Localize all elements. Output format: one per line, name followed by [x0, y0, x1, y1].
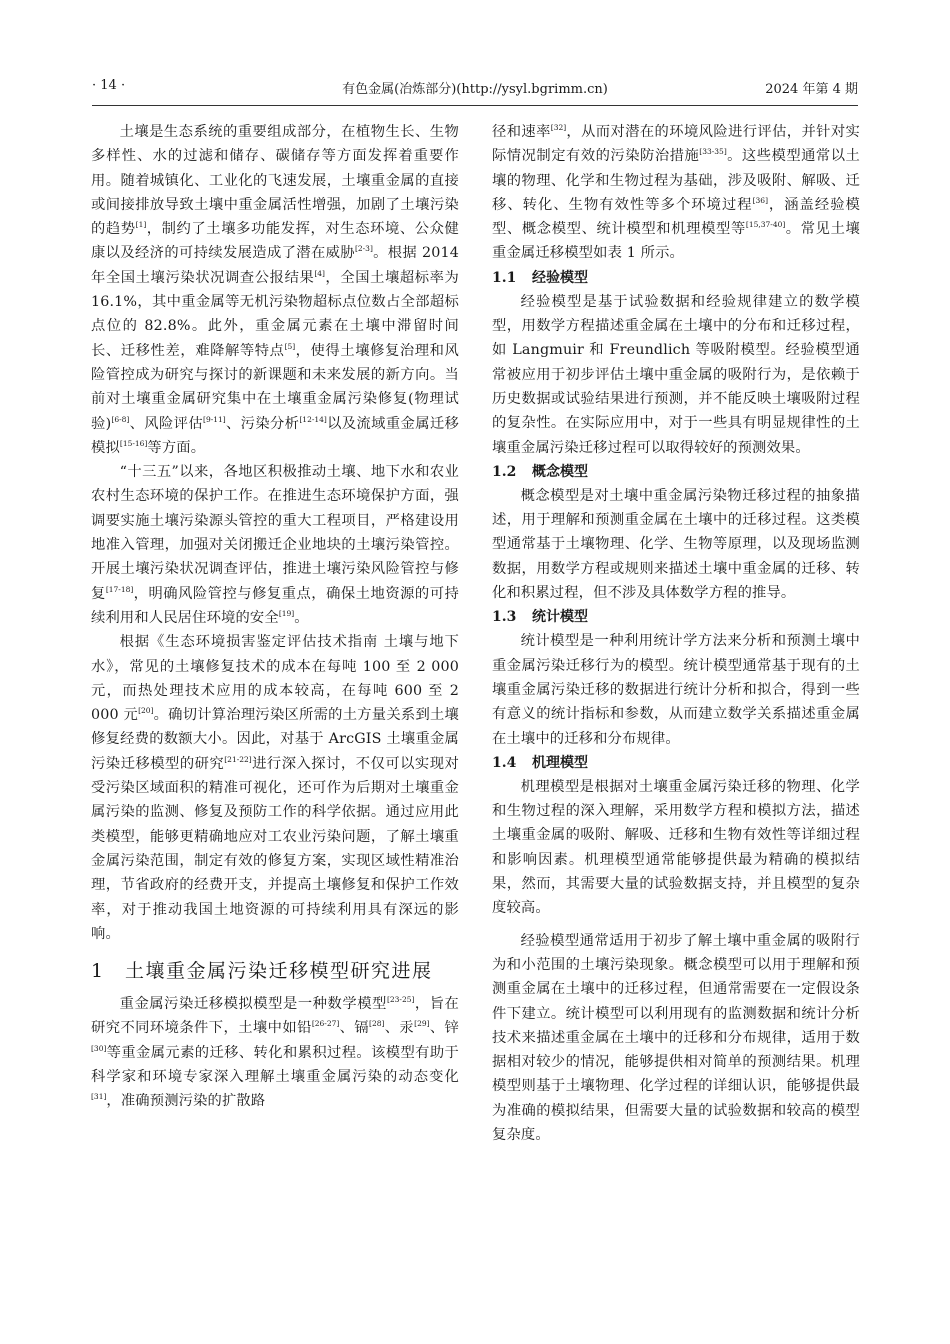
- citation-ref: [15-16]: [119, 438, 148, 448]
- citation-ref: [5]: [284, 341, 296, 351]
- paragraph-text: ，旨在研究不同环境条件下，土壤中如铅: [91, 996, 459, 1037]
- paragraph-text: “十三五”以来，各地区积极推动土壤、地下水和农业农村生态环境的保护工作。在推进生态环境保护方面，强调要实施土壤污染源头管控的重大工程项目，严格建设用地准入管理，加强对关闭搬迁企业地块的土壤污染管控。开展土壤污染状况调查评估，推进土壤污染风险管控与修复: [91, 464, 459, 602]
- right-column: [492, 120, 860, 1147]
- paragraph-text: 、风险评估: [129, 415, 204, 432]
- subsection-title: 机理模型: [532, 754, 588, 771]
- paragraph-text: 等方面。: [147, 439, 206, 456]
- paragraph-text: 。根据 2014 年全国土壤污染状况调查公报结果: [91, 245, 459, 286]
- subsection-heading: [492, 605, 860, 629]
- paragraph-text: 、污染分析: [225, 415, 300, 432]
- subsection-number: 1.4: [492, 754, 517, 771]
- citation-ref: [17-18]: [105, 584, 134, 594]
- paragraph-text: 径和速率: [492, 124, 551, 140]
- paragraph-text: 经验模型是基于试验数据和经验规律建立的数学模型，用数学方程描述重金属在土壤中的分布和迁移过程，如 Langmuir 和 Freundlich 等吸附模型。经验模型通常被应用于初步评估土壤中重金属的吸附行为，是依赖于历史数据或试验结果进行预测，并不能反映土壤吸附过程的复杂性。在实际应用中，对于一些具有明显规律性的土壤重金属污染迁移过程可以取得较好的预测效果。: [492, 293, 860, 456]
- subsection-heading: [492, 460, 860, 484]
- paragraph-text: 。这些模型通常以土壤的物理、化学和生物过程为基础，涉及吸附、解吸、迁移、转化、生物有效性等多个环境过程: [492, 148, 860, 213]
- paragraph-text: 根据《生态环境损害鉴定评估技术指南 土壤与地下水》，常见的土壤修复技术的成本在每吨 100 至 2 000 元，而热处理技术应用的成本较高，在每吨 600 至 2 000 元: [91, 634, 459, 724]
- citation-ref: [12-14]: [299, 414, 327, 424]
- paragraph-text: 。确切计算治理污染区所需的土方量关系到土壤修复经费的数额大小。因此，对基于 ArcGIS 土壤重金属污染迁移模型的研究: [91, 707, 459, 772]
- citation-ref: [33-35]: [699, 147, 727, 157]
- paragraph: [91, 460, 459, 630]
- citation-ref: [20]: [138, 706, 154, 716]
- subsection-number: 1.1: [492, 269, 517, 286]
- paragraph-text: 以及流域重金属迁移模拟: [91, 415, 460, 456]
- citation-ref: [2-3]: [354, 244, 373, 254]
- paragraph-text: ，从而对潜在的环境风险进行评估，并针对实际情况制定有效的污染防治措施: [492, 124, 860, 165]
- paragraph: [91, 992, 459, 1113]
- citation-ref: [19]: [278, 608, 295, 618]
- citation-ref: [1]: [135, 220, 147, 230]
- citation-ref: [21-22]: [224, 754, 252, 764]
- paragraph: [492, 484, 860, 605]
- paragraph: [492, 120, 860, 266]
- citation-ref: [28]: [369, 1019, 385, 1029]
- paragraph-text: ，全国土壤超标率为 16.1%，其中重金属等无机污染物超标点位数占全部超标点位的 82.8%。此外，重金属元素在土壤中滞留时间长、迁移性差，难降解等特点: [91, 269, 459, 359]
- paragraph: [91, 120, 459, 460]
- paragraph-text: 、锌: [429, 1020, 459, 1037]
- paragraph-text: ，准确预测污染的扩散路: [106, 1093, 266, 1110]
- section-number: 1: [91, 960, 105, 983]
- subsection-heading: [492, 266, 860, 290]
- subsection-title: 统计模型: [532, 609, 588, 626]
- paragraph: [492, 775, 860, 921]
- running-header: [92, 78, 858, 102]
- paragraph-gap: [492, 921, 860, 929]
- citation-ref: [32]: [550, 123, 567, 132]
- citation-ref: [36]: [752, 195, 769, 205]
- paragraph-text: ，明确风险管控与修复重点，确保土地资源的可持续利用和人民居住环境的安全: [91, 585, 459, 626]
- subsection-title: 经验模型: [532, 269, 588, 286]
- citation-ref: [23-25]: [386, 995, 415, 1005]
- paragraph-text: ，使得土壤修复治理和风险管控成为研究与探讨的新课题和未来发展的新方向。当前对土壤重金属研究集中在土壤重金属污染修复(物理试验): [91, 342, 459, 432]
- left-column: [91, 120, 459, 1114]
- paragraph-text: 、镉: [339, 1020, 370, 1037]
- paragraph-text: 重金属污染迁移模拟模型是一种数学模型: [119, 996, 387, 1013]
- paragraph: [492, 929, 860, 1148]
- citation-ref: [6-8]: [111, 414, 130, 424]
- paragraph-text: 机理模型是根据对土壤重金属污染迁移的物理、化学和生物过程的深入理解，采用数学方程和模拟方法，描述土壤重金属的吸附、解吸、迁移和生物有效性等详细过程和影响因素。机理模型通常能够提供最为精确的模拟结果，然而，其需要大量的试验数据支持，并且模型的复杂度较高。: [492, 778, 860, 917]
- citation-ref: [31]: [91, 1092, 107, 1102]
- section-title: 土壤重金属污染迁移模型研究进展: [125, 960, 433, 983]
- paragraph-text: 等重金属元素的迁移、转化和累积过程。该模型有助于科学家和环境专家深入理解土壤重金属污染的动态变化: [91, 1044, 459, 1085]
- paragraph-text: 经验模型通常适用于初步了解土壤中重金属的吸附行为和小范围的土壤污染现象。概念模型可以用于理解和预测重金属在土壤中的迁移过程，但通常需要在一定假设条件下建立。统计模型可以利用现有的监测数据和统计分析技术来描述重金属在土壤中的迁移和分布规律，适用于数据相对较少的情况，能够提供相对简单的预测结果。机理模型则基于土壤物理、化学过程的详细认识，能够提供最为准确的模拟结果，但需要大量的试验数据和较高的模型复杂度。: [492, 932, 860, 1143]
- subsection-number: 1.3: [492, 609, 517, 626]
- header-rule: [92, 105, 858, 106]
- citation-ref: [29]: [414, 1019, 430, 1029]
- citation-ref: [15,37-40]: [745, 220, 786, 230]
- section-heading: [91, 956, 459, 986]
- paragraph: [492, 629, 860, 750]
- paragraph-text: 。: [294, 609, 309, 626]
- paragraph: [91, 630, 459, 946]
- citation-ref: [26-27]: [311, 1019, 340, 1029]
- paragraph-text: 统计模型是一种利用统计学方法来分析和预测土壤中重金属污染迁移行为的模型。统计模型通常基于现有的土壤重金属污染迁移的数据进行统计分析和拟合，得到一些有意义的统计指标和参数，从而建立数学关系描述重金属在土壤中的迁移和分布规律。: [492, 633, 860, 747]
- citation-ref: [4]: [314, 268, 325, 278]
- paragraph-text: 、汞: [384, 1020, 415, 1037]
- paragraph-text: ，制约了土壤多功能发挥，对生态环境、公众健康以及经济的可持续发展造成了潜在威胁: [91, 221, 459, 262]
- journal-name: 有色金属(冶炼部分)(http://ysyl.bgrimm.cn): [342, 82, 608, 97]
- page-number: · 14 ·: [92, 78, 126, 93]
- subsection-heading: [492, 751, 860, 775]
- paragraph-text: 进行深入探讨，不仅可以实现对受污染区域面积的精准可视化，还可作为后期对土壤重金属污染的监测、修复及预防工作的科学依据。通过应用此类模型，能够更精确地应对工农业污染问题，了解土壤重金属污染范围，制定有效的修复方案，实现区域性精准治理，节省政府的经费开支，并提高土壤修复和保护工作效率，对于推动我国土地资源的可持续利用具有深远的影响。: [91, 755, 459, 942]
- paragraph-text: 概念模型是对土壤中重金属污染物迁移过程的抽象描述，用于理解和预测重金属在土壤中的迁移过程。这类模型通常基于土壤物理、化学、生物等原理，以及现场监测数据，用数学方程或规则来描述土壤中重金属的迁移、转化和积累过程，但不涉及具体数学方程的推导。: [492, 487, 860, 602]
- citation-ref: [30]: [91, 1043, 107, 1053]
- subsection-number: 1.2: [492, 463, 517, 480]
- citation-ref: [9-11]: [203, 414, 226, 424]
- paragraph-text: 。常见土壤重金属迁移模型如表 1 所示。: [492, 221, 860, 262]
- paragraph: [492, 290, 860, 460]
- paragraph-text: 土壤是生态系统的重要组成部分，在植物生长、生物多样性、水的过滤和储存、碳储存等方面发挥着重要作用。随着城镇化、工业化的飞速发展，土壤重金属的直接或间接排放导致土壤中重金属活性增强，加剧了土壤污染的趋势: [91, 124, 459, 238]
- paragraph-text: ，涵盖经验模型、概念模型、统计模型和机理模型等: [492, 196, 860, 238]
- subsection-title: 概念模型: [532, 463, 588, 480]
- issue-label: 2024 年第 4 期: [765, 82, 858, 97]
